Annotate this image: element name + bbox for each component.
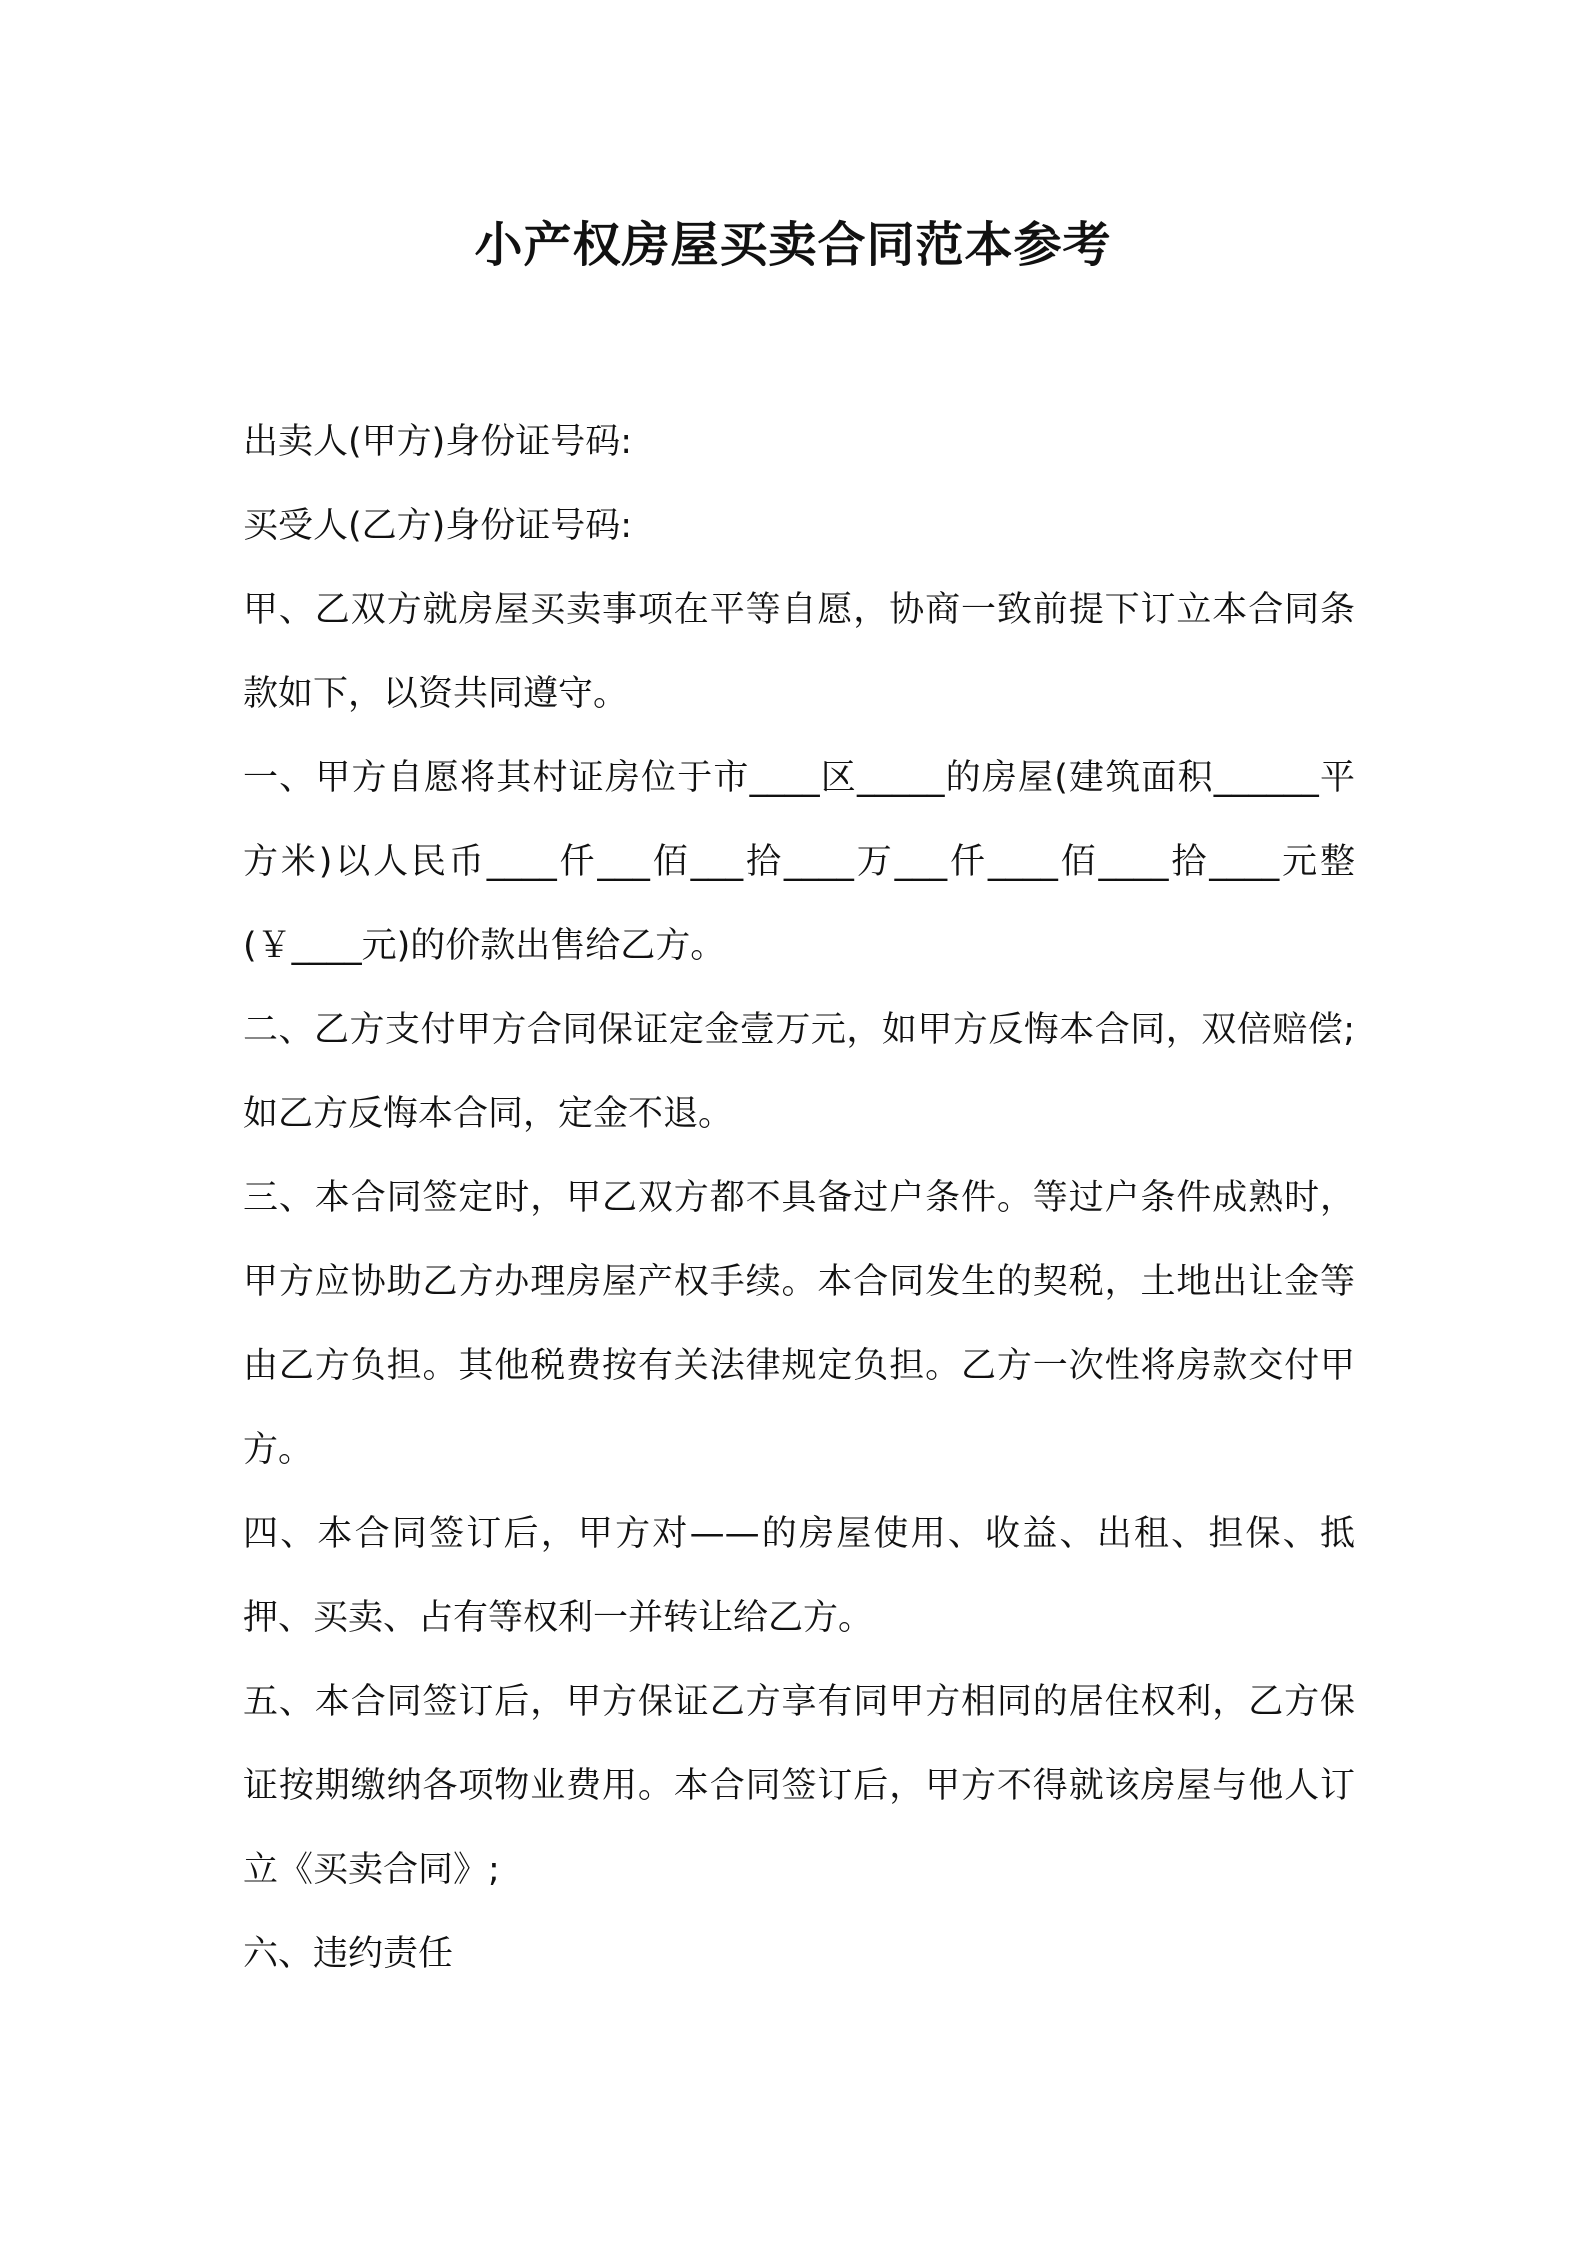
document-body [243, 400, 1355, 1996]
clause-1-paragraph: 一、甲方自愿将其村证房位于市____区_____的房屋(建筑面积______平方米)以人民币____仟___佰___拾____万___仟____佰____拾____元整(￥____元)的价款出售给乙方。 [243, 758, 1355, 966]
preamble-paragraph: 甲、乙双方就房屋买卖事项在平等自愿，协商一致前提下订立本合同条款如下，以资共同遵守。 [243, 590, 1355, 714]
clause-3-paragraph: 三、本合同签定时，甲乙双方都不具备过户条件。等过户条件成熟时，甲方应协助乙方办理房屋产权手续。本合同发生的契税，土地出让金等由乙方负担。其他税费按有关法律规定负担。乙方一次性将房款交付甲方。 [243, 1178, 1355, 1470]
document-title: 小产权房屋买卖合同范本参考 [474, 217, 1112, 273]
clause-6-heading: 六、违约责任 [243, 1934, 454, 1974]
buyer-id-line: 买受人(乙方)身份证号码: [243, 506, 633, 546]
clause-5-paragraph: 五、本合同签订后，甲方保证乙方享有同甲方相同的居住权利，乙方保证按期缴纳各项物业费用。本合同签订后，甲方不得就该房屋与他人订立《买卖合同》; [243, 1682, 1355, 1890]
seller-id-line: 出卖人(甲方)身份证号码: [243, 422, 633, 462]
clause-4-paragraph: 四、本合同签订后，甲方对——的房屋使用、收益、出租、担保、抵押、买卖、占有等权利一并转让给乙方。 [243, 1514, 1355, 1638]
clause-2-paragraph: 二、乙方支付甲方合同保证定金壹万元，如甲方反悔本合同，双倍赔偿;如乙方反悔本合同，定金不退。 [243, 1010, 1355, 1134]
